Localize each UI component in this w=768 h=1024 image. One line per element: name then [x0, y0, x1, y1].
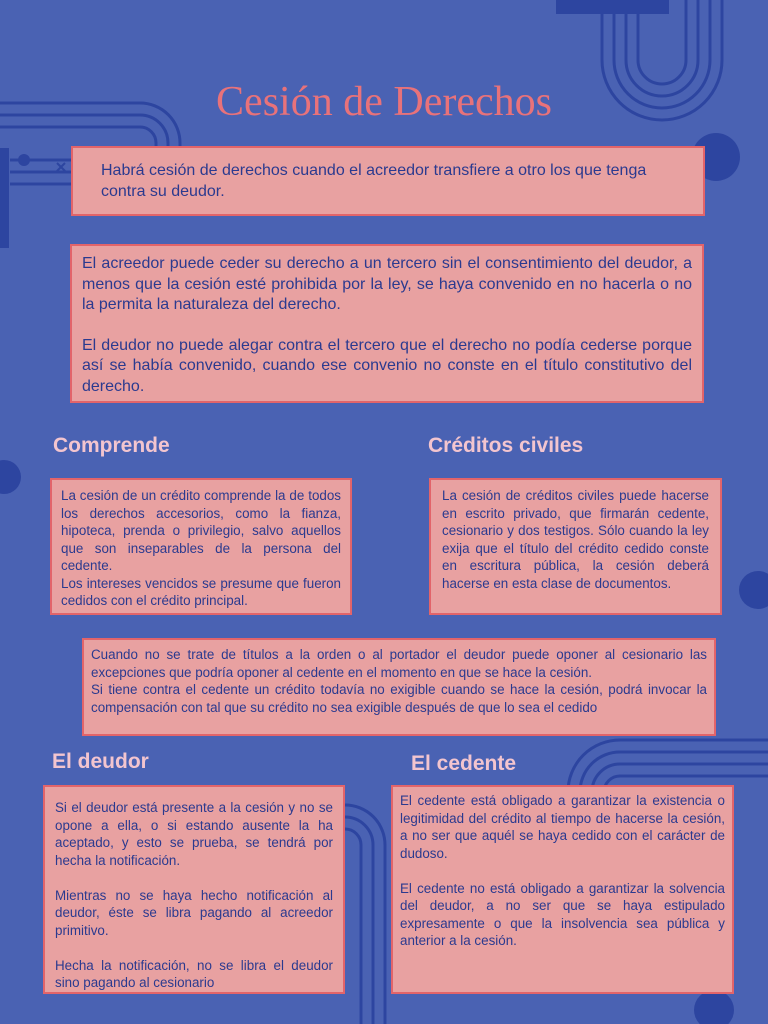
- arc-decoration: [638, 0, 686, 84]
- page-title: Cesión de Derechos: [216, 79, 552, 125]
- intro-box: [71, 146, 705, 216]
- consent-paragraph-2: El deudor no puede alegar contra el tercero que el derecho no podía cederse porque así se había convenido, cuando ese convenio no conste en el título constitutivo del derecho.: [82, 336, 692, 395]
- consent-box: [70, 244, 704, 403]
- cedente-paragraph-1: El cedente está obligado a garantizar la existencia o legitimidad del crédito al tiempo de hacerse la cesión, a no ser que aquél se haya cedido con el carácter de dudoso.: [400, 793, 725, 861]
- arc-decoration: [345, 817, 373, 1024]
- intro-text: Habrá cesión de derechos cuando el acreedor transfiere a otro los que tenga contra su deudor.: [101, 162, 647, 200]
- circle-decoration: [694, 990, 734, 1024]
- dot-decoration: [18, 154, 30, 166]
- titulos-paragraph-1: Cuando no se trate de títulos a la orden o al portador el deudor puede oponer al cesionario las excepciones que podría oponer al cedente en el momento en que se hace la cesión.: [91, 647, 707, 680]
- titulos-paragraph-2: Si tiene contra el cedente un crédito todavía no exigible cuando se hace la cesión, podrá invocar la compensación con tal que su crédito no sea exigible después de que lo sea el cedido: [91, 682, 707, 715]
- circle-decoration: [0, 460, 21, 494]
- comprende-paragraph-2: Los intereses vencidos se presume que fueron cedidos con el crédito principal.: [61, 575, 341, 608]
- deudor-paragraph-3: Hecha la notificación, no se libra el deudor sino pagando al cesionario: [55, 957, 333, 990]
- titulos-box: [82, 638, 716, 736]
- creditos-text: La cesión de créditos civiles puede hacerse en escrito privado, que firmarán cedente, cesionario y dos testigos. Sólo cuando la ley exija que el título del crédito cedido conste en escritura pública, la cesión deberá hacerse en esta clase de documentos.: [442, 488, 709, 591]
- comprende-heading: Comprende: [53, 434, 170, 457]
- arc-decoration: [345, 829, 361, 1024]
- bar-decoration: [556, 0, 669, 14]
- cedente-paragraph-2: El cedente no está obligado a garantizar la solvencia del deudor, a no ser que se haya estipulado expresamente o que la insolvencia sea pública y anterior a la cesión.: [400, 880, 725, 948]
- comprende-paragraph-1: La cesión de un crédito comprende la de todos los derechos accesorios, como la fianza, hipoteca, prenda o privilegio, salvo aquellos que son inseparables de la persona del cedente.: [61, 488, 341, 573]
- creditos-box: [429, 478, 722, 615]
- creditos-heading: Créditos civiles: [428, 434, 584, 457]
- cedente-heading: El cedente: [411, 752, 517, 775]
- cedente-box: [391, 785, 734, 994]
- circle-decoration: [739, 571, 768, 609]
- comprende-box: [50, 478, 352, 615]
- deudor-paragraph-2: Mientras no se haya hecho notificación al deudor, éste se libra pagando al acreedor primitivo.: [55, 887, 333, 938]
- consent-paragraph-1: El acreedor puede ceder su derecho a un tercero sin el consentimiento del deudor, a menos que la cesión esté prohibida por la ley, se haya convenido en no hacerla o no la permita la naturaleza del derecho.: [82, 255, 692, 313]
- bar-decoration: [0, 148, 9, 248]
- deudor-paragraph-1: Si el deudor está presente a la cesión y no se opone a ella, o si estando ausente la ha aceptado, y esto se prueba, se tendrá por hecha la notificación.: [55, 800, 333, 868]
- deudor-box: [43, 785, 345, 994]
- deudor-heading: El deudor: [52, 750, 149, 773]
- arc-decoration: [345, 805, 385, 1024]
